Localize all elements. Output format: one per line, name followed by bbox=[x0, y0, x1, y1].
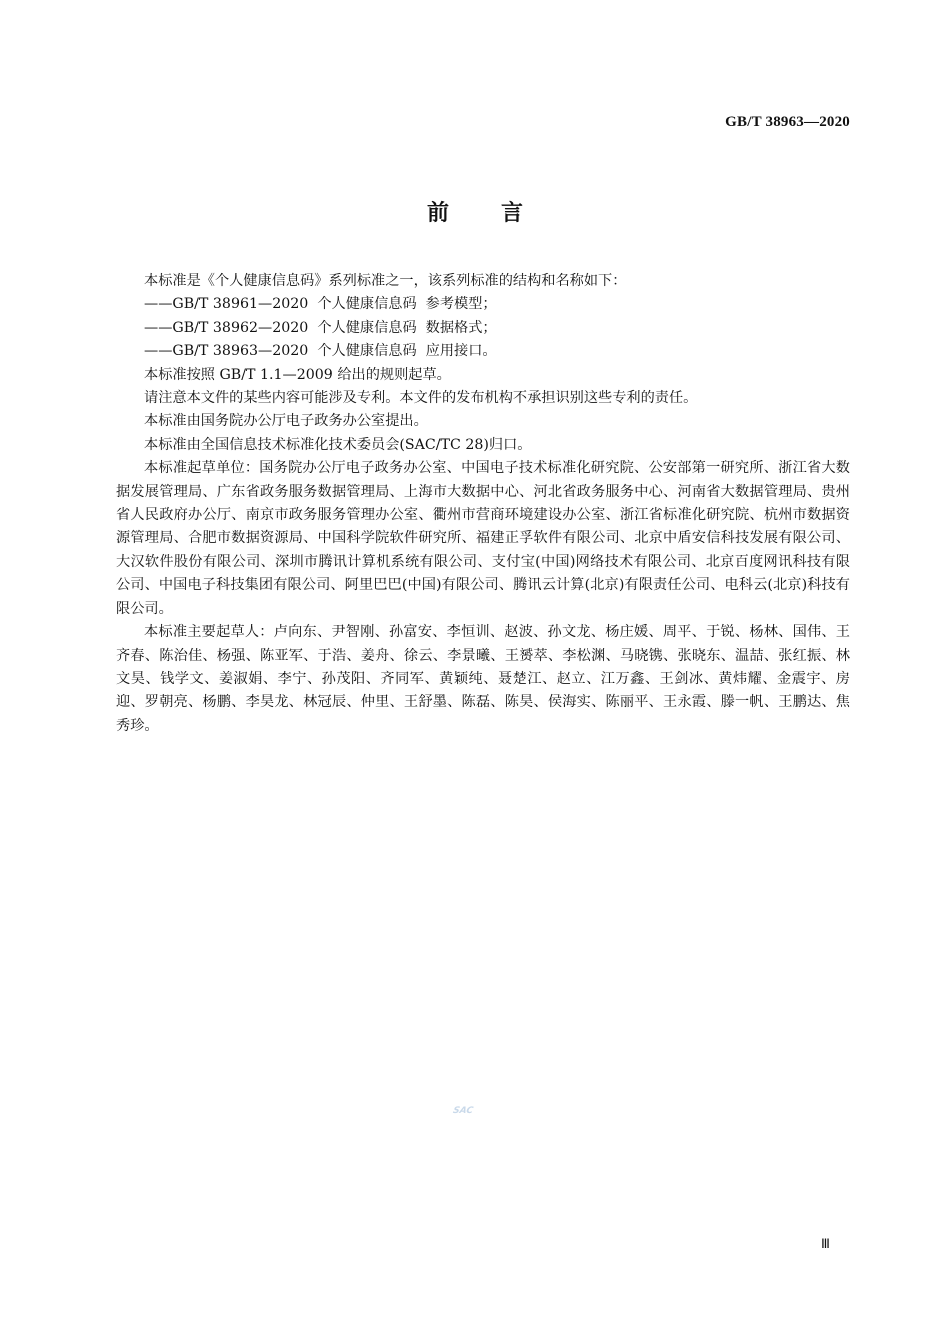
sac-watermark-logo: SAC bbox=[452, 1106, 474, 1116]
patent-notice-paragraph: 请注意本文件的某些内容可能涉及专利。本文件的发布机构不承担识别这些专利的责任。 bbox=[144, 390, 698, 407]
standard-code: GB/T 38963—2020 bbox=[725, 114, 850, 130]
series-item: ——GB/T 38961—2020 个人健康信息码 参考模型； bbox=[144, 296, 497, 313]
foreword-body bbox=[116, 270, 850, 738]
drafting-rules-paragraph: 本标准按照 GB/T 1.1—2009 给出的规则起草。 bbox=[144, 366, 451, 383]
page-number: Ⅲ bbox=[821, 1236, 830, 1251]
drafters-paragraph: 本标准主要起草人：卢向东、尹智刚、孙富安、李恒训、赵波、孙文龙、杨庄媛、周平、于锐、杨林、国伟、王齐春、陈治佳、杨强、陈亚军、于浩、姜舟、徐云、李景曦、王赟萃、李松渊、马晓镌、张晓东、温喆、张红振、林文昊、钱学文、姜淑娟、李宁、孙茂阳、齐同军、黄颖纯、聂楚江、赵立、江万鑫、王剑冰、黄炜耀、金震宇、房迎、罗朝亮、杨鹏、李昊龙、林冠辰、仲里、王舒墨、陈磊、陈昊、侯海实、陈丽平、王永霞、滕一帆、王鹏达、焦秀珍。 bbox=[116, 624, 850, 734]
series-item: ——GB/T 38962—2020 个人健康信息码 数据格式； bbox=[144, 319, 497, 336]
intro-paragraph: 本标准是《个人健康信息码》系列标准之一，该系列标准的结构和名称如下： bbox=[144, 273, 627, 289]
technical-committee-paragraph: 本标准由全国信息技术标准化技术委员会(SAC/TC 28)归口。 bbox=[144, 436, 532, 453]
drafting-units-paragraph: 本标准起草单位：国务院办公厅电子政务办公室、中国电子技术标准化研究院、公安部第一研究所、浙江省大数据发展管理局、广东省政务服务数据管理局、上海市大数据中心、河北省政务服务中心、河南省大数据管理局、贵州省人民政府办公厅、南京市政务服务管理办公室、衢州市营商环境建设办公室、浙江省标准化研究院、杭州市数据资源管理局、合肥市数据资源局、中国科学院软件研究所、福建正孚软件有限公司、北京中盾安信科技发展有限公司、大汉软件股份有限公司、深圳市腾讯计算机系统有限公司、支付宝(中国)网络技术有限公司、北京百度网讯科技有限公司、中国电子科技集团有限公司、阿里巴巴(中国)有限公司、腾讯云计算(北京)有限责任公司、电科云(北京)科技有限公司。 bbox=[116, 460, 850, 617]
series-item: ——GB/T 38963—2020 个人健康信息码 应用接口。 bbox=[144, 343, 497, 360]
proposer-paragraph: 本标准由国务院办公厅电子政务办公室提出。 bbox=[144, 413, 428, 430]
page-title: 前言 bbox=[426, 201, 575, 226]
